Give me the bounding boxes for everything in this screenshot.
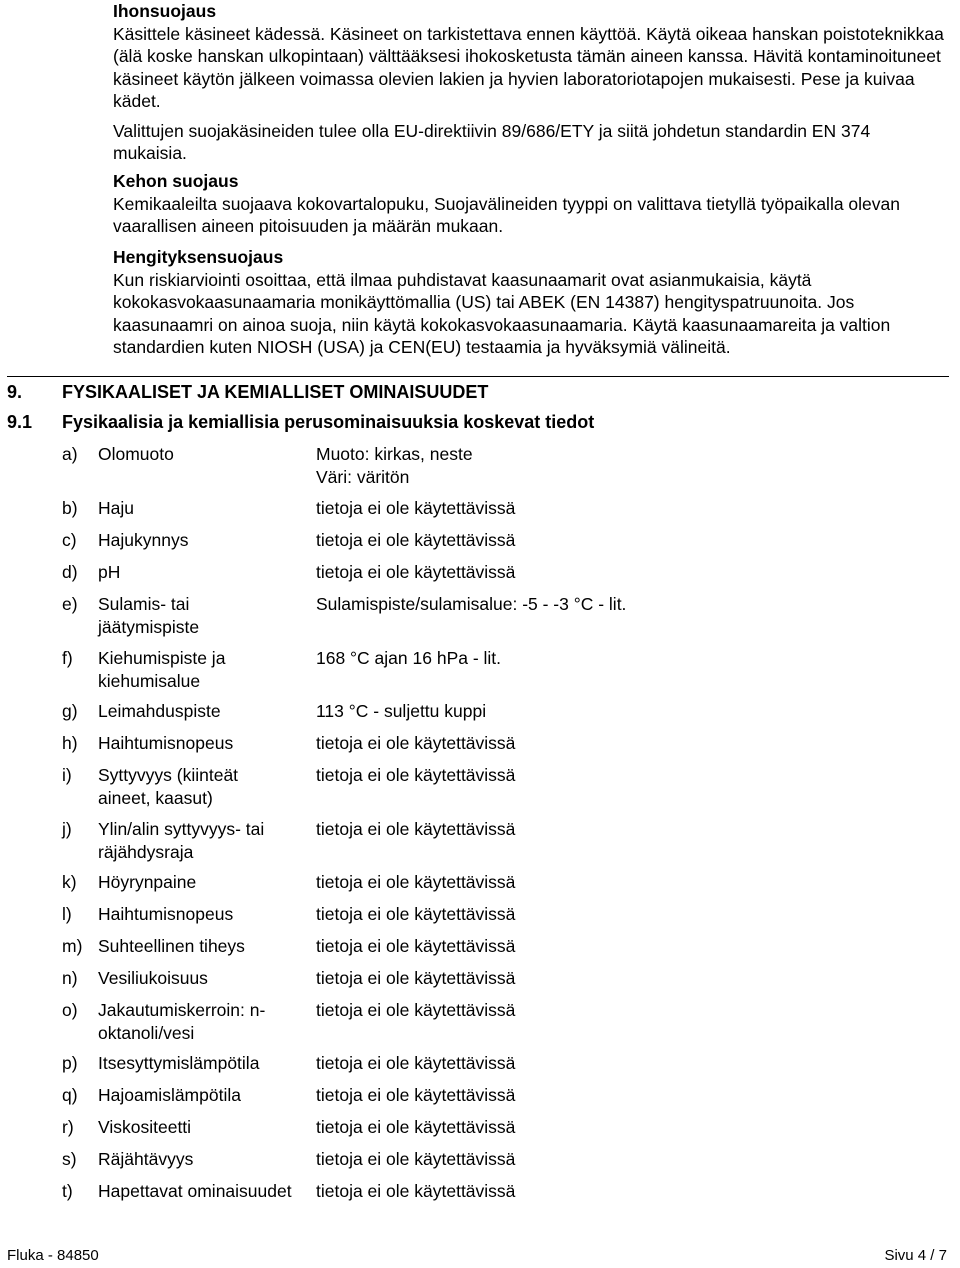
skin-protection-text: Käsittele käsineet kädessä. Käsineet on tarkistettava ennen käyttöä. Käytä oikeaa hanskan poistoteknikkaa (älä koske hanskan ulkopintaan) välttääksesi ihokosketusta tämän aineen kanssa. Hävitä kontaminoituneet käsineet käytön jälkeen voimassa olevien lakien ja hyvien laboratoriotapojen mukaisesti. Pese ja kuivaa kädet. <box>113 23 944 111</box>
body-protection-text: Kemikaaleilta suojaava kokovartalopuku, Suojavälineiden tyyppi on valittava tietyllä työpaikalla olevan vaarallisen aineen pitoisuuden ja määrän mukaan. <box>113 193 900 236</box>
property-label: pH <box>98 562 121 582</box>
footer-page-number: Sivu 4 / 7 <box>884 1247 947 1264</box>
property-label: Hajukynnys <box>98 530 189 550</box>
property-label: Leimahduspiste <box>98 701 221 721</box>
property-value: 168 °C ajan 16 hPa - lit. <box>316 648 502 668</box>
property-value: tietoja ei ole käytettävissä <box>316 819 516 839</box>
respiratory-text: Kun riskiarviointi osoittaa, että ilmaa puhdistavat kaasunaamarit ovat asianmukaisia, käytä kokokasvokaasunaamaria monikäyttömallia (US) tai ABEK (EN 14387) hengityspatruunoita. Jos kaasunaamri on ainoa suoja, niin käytä kokokasvokaasunaamaria. Käytä kaasunaamareita ja valtion standardien kuten NIOSH (USA) ja CEN(EU) testaamia ja hyväksymiä välineitä. <box>113 269 891 357</box>
property-letter: m) <box>62 936 83 956</box>
property-letter: p) <box>62 1053 78 1073</box>
property-value: tietoja ei ole käytettävissä <box>316 904 516 924</box>
property-value-form: Muoto: kirkas, neste <box>316 444 473 464</box>
section-9-heading <box>7 376 949 404</box>
section-9-1-title: Fysikaalisia ja kemiallisia perusominaisuuksia koskevat tiedot <box>62 412 595 432</box>
property-label: Haihtumisnopeus <box>98 733 234 753</box>
property-value: tietoja ei ole käytettävissä <box>316 1000 516 1020</box>
property-letter: e) <box>62 594 78 614</box>
property-label: Räjähtävyys <box>98 1149 194 1169</box>
property-label: Hapettavat ominaisuudet <box>98 1181 292 1201</box>
property-label: Jakautumiskerroin: n-oktanoli/vesi <box>98 1000 266 1043</box>
property-value <box>316 443 916 488</box>
body-protection-section <box>113 170 948 238</box>
property-letter: n) <box>62 968 78 988</box>
property-value: tietoja ei ole käytettävissä <box>316 936 516 956</box>
property-value: tietoja ei ole käytettävissä <box>316 968 516 988</box>
property-label: Kiehumispiste ja kiehumisalue <box>98 648 226 691</box>
property-value: tietoja ei ole käytettävissä <box>316 1149 516 1169</box>
property-label: Suhteellinen tiheys <box>98 936 245 956</box>
property-letter: a) <box>62 444 78 464</box>
property-value: Sulamispiste/sulamisalue: -5 - -3 °C - lit. <box>316 594 627 614</box>
property-letter: t) <box>62 1181 73 1201</box>
property-letter: r) <box>62 1117 74 1137</box>
property-label: Vesiliukoisuus <box>98 968 208 988</box>
property-label: Höyrynpaine <box>98 872 197 892</box>
section-9-title: FYSIKAALISET JA KEMIALLISET OMINAISUUDET <box>62 382 489 402</box>
property-letter: q) <box>62 1085 78 1105</box>
property-letter: b) <box>62 498 78 518</box>
property-label: Viskositeetti <box>98 1117 192 1137</box>
property-label: Syttyvyys (kiinteät aineet, kaasut) <box>98 765 239 808</box>
property-value: tietoja ei ole käytettävissä <box>316 765 516 785</box>
skin-protection-heading: Ihonsuojaus <box>113 1 217 21</box>
property-value: 113 °C - suljettu kuppi <box>316 701 487 721</box>
property-letter: s) <box>62 1149 77 1169</box>
glove-standard-text: Valittujen suojakäsineiden tulee olla EU-direktiivin 89/686/ETY ja siitä johdetun standardin EN 374 mukaisia. <box>113 120 871 163</box>
property-letter: h) <box>62 733 78 753</box>
respiratory-heading: Hengityksensuojaus <box>113 247 284 267</box>
property-letter: o) <box>62 1000 78 1020</box>
property-label: Haju <box>98 498 134 518</box>
property-letter: d) <box>62 562 78 582</box>
property-label: Haihtumisnopeus <box>98 904 234 924</box>
property-letter: i) <box>62 765 72 785</box>
respiratory-section <box>113 246 948 359</box>
page-footer <box>7 1245 947 1268</box>
property-letter: j) <box>62 819 72 839</box>
property-value-color: Väri: väritön <box>316 466 410 487</box>
property-label: Ylin/alin syttyvyys- tai räjähdysraja <box>98 819 265 862</box>
footer-product-id: Fluka - 84850 <box>7 1247 99 1264</box>
property-value: tietoja ei ole käytettävissä <box>316 530 516 550</box>
skin-protection-section <box>113 0 948 165</box>
property-value: tietoja ei ole käytettävissä <box>316 1085 516 1105</box>
property-value: tietoja ei ole käytettävissä <box>316 498 516 518</box>
property-letter: g) <box>62 701 78 721</box>
property-value: tietoja ei ole käytettävissä <box>316 1181 516 1201</box>
body-protection-heading: Kehon suojaus <box>113 171 239 191</box>
property-value: tietoja ei ole käytettävissä <box>316 872 516 892</box>
property-letter: k) <box>62 872 77 892</box>
property-letter: f) <box>62 648 73 668</box>
section-9-number: 9. <box>7 382 23 402</box>
property-label: Olomuoto <box>98 444 174 464</box>
section-9-1-number: 9.1 <box>7 412 33 432</box>
property-value: tietoja ei ole käytettävissä <box>316 562 516 582</box>
property-value: tietoja ei ole käytettävissä <box>316 1053 516 1073</box>
property-value: tietoja ei ole käytettävissä <box>316 1117 516 1137</box>
section-9-1-heading <box>7 411 594 434</box>
property-label: Hajoamislämpötila <box>98 1085 241 1105</box>
property-letter: c) <box>62 530 77 550</box>
property-letter: l) <box>62 904 72 924</box>
property-label: Sulamis- tai jäätymispiste <box>98 594 200 637</box>
property-value: tietoja ei ole käytettävissä <box>316 733 516 753</box>
property-label: Itsesyttymislämpötila <box>98 1053 260 1073</box>
